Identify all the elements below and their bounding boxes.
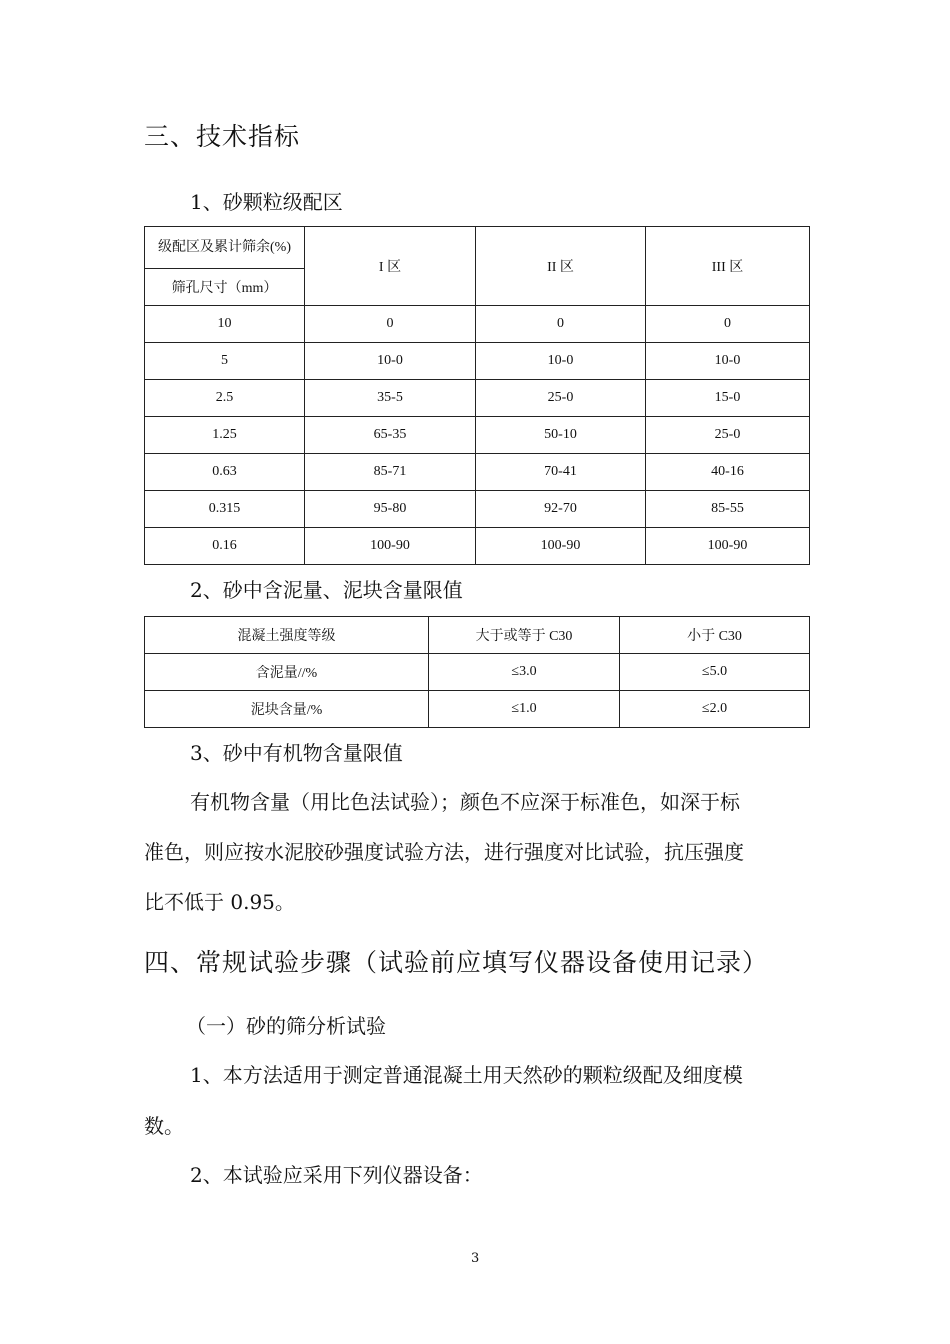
page-number: 3 xyxy=(471,1251,480,1266)
table-header-cell: 大于或等于 C30 xyxy=(429,617,620,654)
table-cell: 85-55 xyxy=(646,491,810,528)
table1-header-bottom: 筛孔尺寸（mm） xyxy=(145,269,305,306)
table-row xyxy=(145,528,810,565)
table-cell: 65-35 xyxy=(305,417,476,454)
table-row xyxy=(145,380,810,417)
table-cell: 0 xyxy=(646,306,810,343)
table-cell: 100-90 xyxy=(646,528,810,565)
table-cell: 0 xyxy=(476,306,646,343)
section-3-title: 三、技术指标 xyxy=(144,122,301,151)
table-cell: 40-16 xyxy=(646,454,810,491)
table-cell: 5 xyxy=(145,343,305,380)
table-cell: 10 xyxy=(145,306,305,343)
table-cell: ≤5.0 xyxy=(620,654,810,691)
table-row xyxy=(145,691,810,728)
table-row xyxy=(145,306,810,343)
paragraph-line: 准色，则应按水泥胶砂强度试验方法，进行强度对比试验，抗压强度 xyxy=(144,840,744,864)
table-cell: 0 xyxy=(305,306,476,343)
subsection-2-title: 2、砂中含泥量、泥块含量限值 xyxy=(190,578,463,602)
table-cell: 95-80 xyxy=(305,491,476,528)
table-cell: 1.25 xyxy=(145,417,305,454)
table-cell: 35-5 xyxy=(305,380,476,417)
table-cell: 100-90 xyxy=(476,528,646,565)
paragraph-line: 有机物含量（用比色法试验）；颜色不应深于标准色，如深于标 xyxy=(190,790,740,814)
paragraph-line: 2、本试验应采用下列仪器设备： xyxy=(190,1163,483,1187)
table-header-row xyxy=(145,617,810,654)
table1-header-top: 级配区及累计筛余(%) xyxy=(145,227,305,269)
table-header-cell: 混凝土强度等级 xyxy=(145,617,429,654)
table-cell: 泥块含量/% xyxy=(145,691,429,728)
subsection-1-title: 1、砂颗粒级配区 xyxy=(190,190,343,214)
table-cell: 0.63 xyxy=(145,454,305,491)
table-cell: 10-0 xyxy=(646,343,810,380)
subsection-3-title: 3、砂中有机物含量限值 xyxy=(190,741,403,765)
table1-zone-3: III 区 xyxy=(646,227,810,306)
table-row xyxy=(145,454,810,491)
table-cell: 0.16 xyxy=(145,528,305,565)
table-cell: ≤3.0 xyxy=(429,654,620,691)
grading-zone-table xyxy=(144,226,810,565)
table-cell: 70-41 xyxy=(476,454,646,491)
table1-zone-1: I 区 xyxy=(305,227,476,306)
table-cell: 25-0 xyxy=(646,417,810,454)
table-cell: 10-0 xyxy=(476,343,646,380)
table-row xyxy=(145,343,810,380)
paragraph-line: 比不低于 0.95。 xyxy=(144,890,295,914)
paragraph-line: 1、本方法适用于测定普通混凝土用天然砂的颗粒级配及细度模 xyxy=(190,1063,743,1087)
paragraph-line: 数。 xyxy=(144,1114,184,1138)
table-cell: ≤2.0 xyxy=(620,691,810,728)
table-cell: 含泥量//% xyxy=(145,654,429,691)
table-cell: 0.315 xyxy=(145,491,305,528)
table-cell: 2.5 xyxy=(145,380,305,417)
table-cell: 100-90 xyxy=(305,528,476,565)
table-cell: 25-0 xyxy=(476,380,646,417)
mud-content-table xyxy=(144,616,810,728)
table-header-cell: 小于 C30 xyxy=(620,617,810,654)
table-row xyxy=(145,654,810,691)
table-cell: 15-0 xyxy=(646,380,810,417)
table-cell: 50-10 xyxy=(476,417,646,454)
section-4-title: 四、常规试验步骤（试验前应填写仪器设备使用记录） xyxy=(144,948,769,977)
table-row xyxy=(145,417,810,454)
table-cell: 92-70 xyxy=(476,491,646,528)
table-row xyxy=(145,491,810,528)
subsection-sieve-title: （一）砂的筛分析试验 xyxy=(186,1014,386,1038)
table-cell: ≤1.0 xyxy=(429,691,620,728)
table-cell: 85-71 xyxy=(305,454,476,491)
table-cell: 10-0 xyxy=(305,343,476,380)
table1-zone-2: II 区 xyxy=(476,227,646,306)
